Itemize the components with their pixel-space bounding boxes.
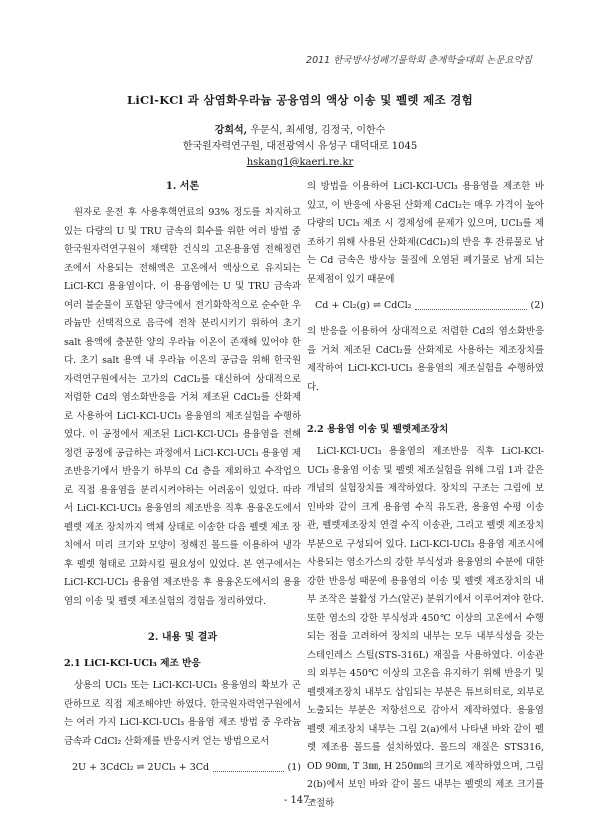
lead-author: 강희석, (214, 125, 248, 136)
intro-paragraph: 원자로 운전 후 사용후핵연료의 93% 정도를 차지하고 있는 다량의 U 및 TRU 금속의 회수를 위한 여러 방법 중 한국원자력연구원이 채택한 건식의 고온용융염 전해정련 조에서 사용되는 전해액은 고온에서 액상으로 유지되는 LiCl-KCl 용융염이다. 이 용융염에는 U 및 TRU 금속과 여러 불순물이 포함된 양극에서 전기화학적으로 순수한 우라늄만 선택적으로 음극에 전착 분리시키기 위하여 초기 salt 용액에 충분한 양의 우라늄 이온이 존재해 있어야 한다. 초기 salt 용액 내 우라늄 이온의 공급을 위해 한국원자력연구원에서는 고가의 CdCl₂를 대신하여 상대적으로 저렴한 Cd의 염소화반응을 거쳐 제조된 CdCl₂를 산화제로 사용하여 LiCl-KCl-UCl₃ 용융염의 제조실험을 수행하였다. 이 공정에서 제조된 LiCl-KCl-UCl₃ 용융염을 전해정련 공정에 공급하는 과정에서 LiCl-KCl-UCl₃ 용융염 제조반응기에서 반응기 하부의 Cd 층을 제외하고 수작업으로 직접 용융염을 분리시켜야하는 어려움이 있었다. 따라서 LiCl-KCl-UCl₃ 용융염의 제조반응 직후 용융온도에서 펠렛 제조 장치까지 액체 상태로 이송한 다음 펠렛 제조 장치에서 미리 크기와 모양이 정해진 몰드를 이용하여 냉각 후 펠렛 형태로 고화시킬 필요성이 있었다. 본 연구에서는 LiCl-KCl-UCl₃ 용융염 제조반응 후 용융온도에서의 용융염의 이송 및 펠렛 제조실험의 경험을 정리하였다. (64, 207, 301, 607)
paragraph-after-eq2: 의 반응을 이용하여 상대적으로 저렴한 Cd의 염소화반응을 거쳐 제조된 CdCl₂를 산화제로 사용하는 제조장치를 제작하여 LiCl-KCl-UCl₃ 용융염의 제조실험을 수행하였다. (307, 326, 544, 393)
conference-header: 2011 한국방사성폐기물학회 춘계학술대회 논문요약집 (306, 55, 532, 66)
paragraph-2-2: LiCl-KCl-UCl₃ 용융염의 제조반응 직후 LiCl-KCl-UCl₃ 용융염 이송 및 펠렛 제조실험을 위해 그림 1과 같은 개념의 실험장치를 제작하였다. 장치의 구조는 그림에 보인바와 같이 크게 용융염 수직 유도관, 용융염 수평 이송관, 펠렛제조장치 연결 수직 이송관, 그리고 펠렛 제조장치 부분으로 구성되어 있다. LiCl-KCl-UCl₃ 용융염 제조시에 사용되는 염소가스의 강한 부식성과 용융염의 수분에 대한 강한 반응성 때문에 용융염의 이송 및 펠렛 제조장치의 내부 조작은 불활성 가스(알곤) 분위기에서 이루어져야 한다. 또한 염소의 강한 부식성과 450℃ 이상의 고온에서 수행되는 점을 고려하여 장치의 내부는 모두 내부식성을 갖는 스테인레스 스틸(STS-316L) 재질을 사용하였다. 이송관의 외부는 450℃ 이상의 고온을 유지하기 위해 반응기 및 펠렛제조장치 내부도 삽입되는 부분은 튜브히터로, 외부로 노출되는 부분은 저항선으로 감아서 제작하였다. 용융염 펠렛 제조장치 내부는 그림 2(a)에서 나타낸 바와 같이 펠렛 제조용 몰드를 설치하였다. 몰드의 재질은 STS316, OD 90㎜, T 3㎜, H 250㎜의 크기로 제작하였으며, 그림 2(b)에서 보인 바와 같이 몰드 내부는 펠렛의 제조 크기를 조절하 (307, 446, 544, 809)
left-column (64, 178, 301, 785)
affiliation: 한국원자력연구원, 대전광역시 유성구 대덕대로 1045 (182, 141, 418, 152)
paragraph-continued: 의 방법을 이용하여 LiCl-KCl-UCl₃ 용융염을 제조한 바 있고, 이 반응에 사용된 산화제 CdCl₂는 매우 가격이 높아 다량의 UCl₃ 제조 시 경제성에 문제가 있으며, UCl₃를 제조하기 위해 사용된 산화제(CdCl₂)의 반응 후 잔류물로 남는 Cd 금속은 방사능 물질에 오염된 폐기물로 남게 되는 문제점이 있기 때문에 (307, 181, 544, 285)
author-block (0, 123, 600, 171)
subsection-heading-2-2: 2.2 용융염 이송 및 펠렛제조장치 (307, 424, 449, 435)
paragraph-2-1: 상용의 UCl₃ 또는 LiCl-KCl-UCl₃ 용융염의 확보가 곤란하므로 직접 제조해야만 하였다. 한국원자력연구원에서는 여러 가지 LiCl-KCl-UCl₃ 용융염 제조 방법 중 우라늄 금속과 CdCl₂ 산화제를 반응시켜 얻는 방법으로서 (64, 680, 301, 747)
subsection-heading-2-1: 2.1 LiCl-KCl-UCl₃ 제조 반응 (64, 658, 201, 669)
equation-2-number: (2) (530, 300, 544, 311)
equation-1-text: 2U + 3CdCl₂ ⇌ 2UCl₃ + 3Cd (72, 762, 210, 773)
co-authors: 우문식, 최세영, 김정국, 이한수 (247, 125, 386, 136)
section-heading-content: 2. 내용 및 결과 (147, 632, 218, 643)
equation-1 (64, 759, 301, 777)
section-heading-intro: 1. 서론 (165, 181, 200, 192)
equation-2 (307, 297, 544, 315)
equation-2-text: Cd + Cl₂(g) ⇌ CdCl₂ (315, 300, 412, 311)
right-column (307, 178, 544, 813)
page-number: - 147 - (283, 795, 317, 806)
author-email[interactable]: hskang1@kaeri.re.kr (246, 157, 354, 168)
paper-title: LiCl-KCl 과 삼염화우라늄 공융염의 액상 이송 및 펠렛 제조 경험 (126, 93, 474, 107)
author-names (0, 123, 600, 139)
equation-1-number: (1) (287, 762, 301, 773)
